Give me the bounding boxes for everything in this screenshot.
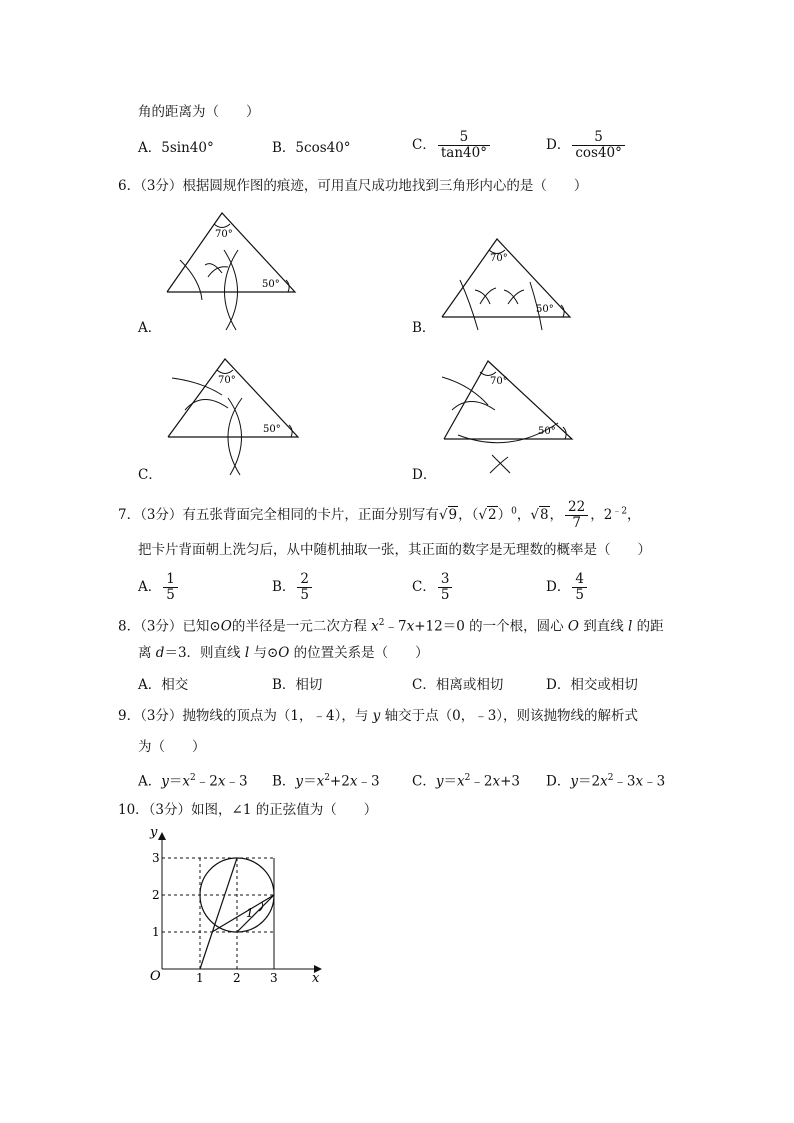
q10-stem: 10．（3分）如图，∠1 的正弦值为（ ） [118, 802, 378, 818]
q10-angle-label: 1 [246, 906, 254, 920]
arc-trace-a2 [205, 264, 222, 273]
angle-right-a: 50° [262, 279, 280, 290]
q7-stem-line2: 把卡片背面朝上洗匀后，从中随机抽取一张，其正面的数字是无理数的概率是（ ） [138, 542, 651, 558]
arc-right-c [289, 425, 292, 437]
q9-option-d[interactable]: D．$y=2x^2﹣3x﹣3$ [546, 773, 666, 790]
q8-option-d[interactable]: D．相交或相切 [546, 677, 638, 693]
angle-top-d: 70° [490, 376, 508, 387]
q7-sep4: ， [549, 507, 564, 523]
q5-option-d-prefix: D． [546, 137, 571, 153]
q10-tick-y-1: 1 [152, 925, 160, 939]
arc-trace-b4 [504, 290, 518, 304]
q8-option-b[interactable]: B．相切 [272, 677, 323, 693]
q7-sep2: ） [497, 507, 512, 523]
q6-stem [118, 176, 587, 196]
q7-option-a[interactable]: A． $\frac{1}{5}$ [138, 572, 180, 603]
q7-option-b[interactable]: B． $\frac{2}{5}$ [272, 572, 314, 603]
q5-c-num: 5 [459, 129, 469, 145]
q7-sqrt9: √9 [438, 507, 458, 523]
q6-text: 根据圆规作图的痕迹，可用直尺成功地找到三角形内心的是（ ） [182, 178, 588, 194]
q8-stem-line1: 8．（3分）已知⊙O的半径是一元二次方程 $x^2﹣7x+12=0$ 的一个根，圆心 O 到直线 l 的距 [118, 618, 664, 635]
q6-figure-c [150, 350, 310, 480]
angle-top-a: 70° [215, 229, 233, 240]
q10-y-arrow [158, 832, 166, 840]
q10-tick-x-3: 3 [270, 971, 278, 985]
q10-figure [140, 822, 340, 992]
q7-option-d[interactable]: D． $\frac{4}{5}$ [546, 572, 589, 603]
q5-tail: 角的距离为（ ） [138, 104, 260, 120]
q7-sqrt8: √8 [530, 507, 549, 523]
q8-stem-line2: 离 d＝3．则直线 l 与⊙O 的位置关系是（ ） [138, 645, 429, 661]
q8-option-a[interactable]: A．相交 [138, 677, 189, 693]
q7-exp-neg2: ﹣2 [612, 506, 628, 517]
q6-figure-b [430, 232, 590, 332]
arc-top-a [214, 224, 230, 228]
arc-trace-c1 [172, 378, 222, 395]
q7-sqrt2: √2 [478, 507, 497, 523]
q9-stem-line1: 9．（3分）抛物线的顶点为（1，﹣4），与 y 轴交于点（0，﹣3），则该抛物线的解析式 [118, 708, 639, 724]
angle-right-c: 50° [263, 424, 281, 435]
q5-option-c[interactable] [412, 130, 492, 161]
arc-trace-b2 [475, 290, 490, 304]
angle-right-b: 50° [536, 304, 554, 315]
arc-right-d [563, 427, 566, 439]
arc-trace-d5 [490, 457, 508, 473]
q8-option-c[interactable]: C．相离或相切 [412, 677, 504, 693]
q7-sep5: ，2 [590, 507, 613, 523]
q5-option-a[interactable]: A．5sin40° [138, 140, 214, 156]
angle-top-b: 70° [490, 253, 508, 264]
q7-fraction: $\frac{22}{7}$ [565, 500, 588, 531]
q10-axis-x-label: x [312, 971, 320, 986]
q10-tick-y-3: 3 [152, 851, 160, 865]
q10-tick-x-1: 1 [196, 971, 204, 985]
q5-option-d[interactable] [546, 130, 627, 161]
q7-text1: 有五张背面完全相同的卡片，正面分别写有 [182, 507, 439, 523]
arc-trace-d2 [452, 402, 495, 411]
q7-stem-line1 [118, 500, 641, 531]
q5-c-den: tan40° [438, 145, 490, 161]
arc-right-a [286, 280, 289, 292]
q9-option-c[interactable]: C．$y=x^2﹣2x+3$ [412, 773, 520, 790]
q7-sep6: ， [627, 507, 641, 523]
q5-d-num: 5 [594, 129, 603, 145]
q7-number: 7．（3分） [118, 507, 183, 523]
q7-sep3: ， [516, 507, 531, 523]
q9-option-a[interactable]: A．$y=x^2﹣2x﹣3$ [138, 773, 248, 790]
q6-number: 6．（3分） [118, 178, 183, 194]
q10-origin-label: O [150, 969, 161, 984]
arc-trace-a5 [224, 250, 238, 330]
q6-label-b[interactable]: B． [412, 320, 436, 336]
q7-exp0: 0 [511, 506, 517, 517]
q6-label-d[interactable]: D． [412, 467, 437, 483]
q6-label-c[interactable]: C． [138, 467, 162, 483]
q7-option-c[interactable]: C． $\frac{3}{5}$ [412, 572, 454, 603]
q10-tick-y-2: 2 [152, 888, 160, 902]
arc-top-d [480, 372, 496, 376]
arc-right-b [561, 305, 564, 317]
arc-trace-a4 [224, 250, 238, 330]
q6-figure-a [150, 205, 310, 335]
angle-top-c: 70° [218, 375, 236, 386]
q9-stem-line2: 为（ ） [138, 739, 206, 755]
q6-label-a[interactable]: A． [138, 320, 162, 336]
q5-option-c-prefix: C． [412, 137, 436, 153]
arc-trace-b3 [480, 288, 496, 304]
q7-sep1: ，（ [458, 507, 479, 523]
q6-figure-d [430, 355, 590, 485]
q10-tick-x-2: 2 [233, 971, 241, 985]
q5-option-c-fraction [438, 130, 490, 161]
q5-d-den: cos40° [572, 145, 625, 161]
arc-trace-a3 [208, 267, 228, 277]
q5-option-d-fraction [572, 130, 625, 161]
angle-right-d: 50° [538, 426, 556, 437]
q5-option-b[interactable]: B．5cos40° [272, 140, 351, 156]
arc-top-c [217, 370, 233, 374]
arc-trace-b5 [508, 290, 524, 304]
q9-option-b[interactable]: B．$y=x^2+2x﹣3$ [272, 773, 380, 790]
arc-trace-a1 [180, 260, 202, 300]
q10-axis-y-label: y [150, 825, 158, 840]
